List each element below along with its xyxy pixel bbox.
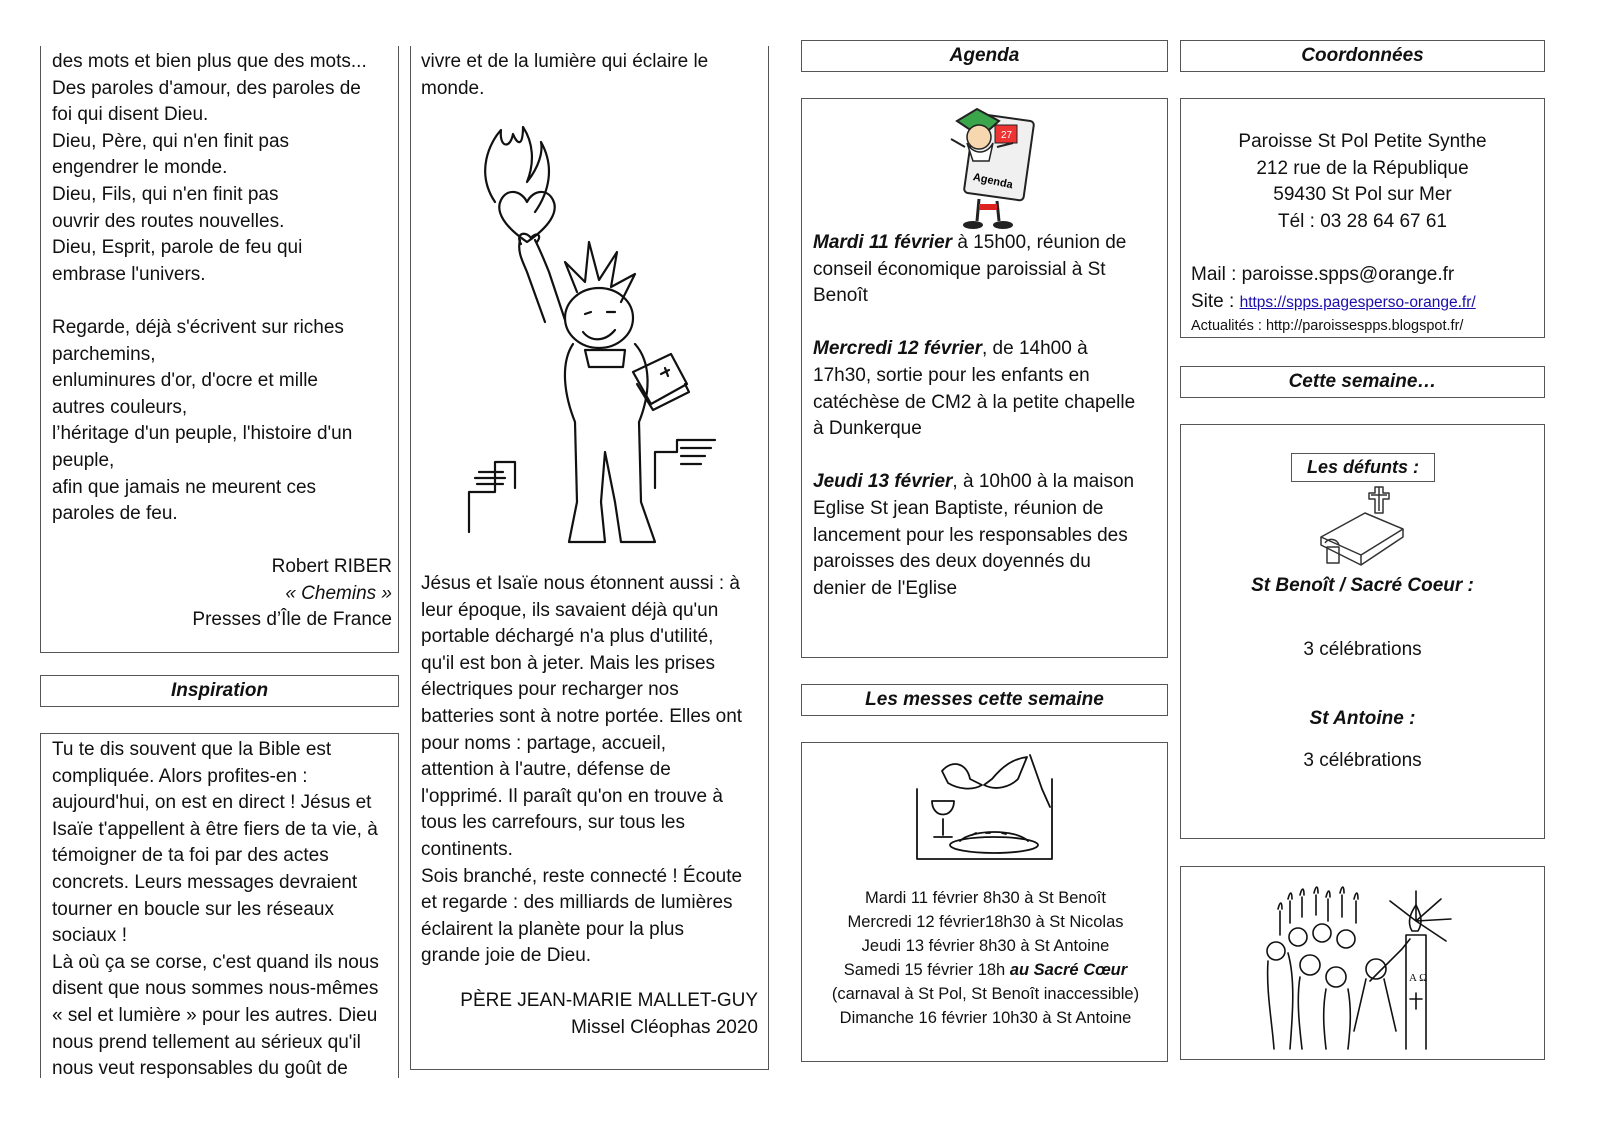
messe-line [806,886,1165,910]
inspiration-box [40,733,399,1078]
parish1-count: 3 célébrations [1303,638,1422,660]
messe-line-text: Mercredi 12 février18h30 à St Nicolas [847,913,1124,931]
messe-line-text: Dimanche 16 février 10h30 à St Antoine [839,1009,1132,1027]
meditation-line: portable déchargé n'a plus d'utilité, [421,626,714,648]
meditation-top-text [421,49,766,102]
messe-line [806,958,1165,982]
meditation-line: éclairent la planète pour la plus [421,918,685,940]
poem-publisher: Presses d’Île de France [192,609,392,631]
poem-line: l’héritage d'un peuple, l'histoire d'un [52,423,353,445]
meditation-line: attention à l'autre, défense de [421,759,671,781]
parish1-name: St Benoît / Sacré Coeur : [1251,575,1474,596]
messe-line [806,982,1165,1006]
agenda-event-line: catéchèse de CM2 à la petite chapelle [813,391,1136,413]
parish2-count: 3 célébrations [1303,749,1422,771]
candles-illustration [1266,881,1466,1051]
coord-header [1180,40,1545,72]
messe-line [806,910,1165,934]
agenda-event-line: Eglise St jean Baptiste, réunion de [813,497,1104,519]
poem-line [52,288,392,315]
inspiration-line: disent que nous sommes nous-mêmes [52,978,379,1000]
meditation-signature: PÈRE JEAN-MARIE MALLET-GUY [460,990,758,1011]
poem-line: engendrer le monde. [52,157,228,179]
meditation-line: et regarde : des milliards de lumières [421,892,733,914]
defunts-label-box [1291,453,1435,482]
agenda-box [801,98,1168,658]
agenda-header [801,40,1168,72]
inspiration-line: concrets. Leurs messages devraient [52,871,358,893]
parish2-name: St Antoine : [1309,708,1416,730]
inspiration-line: aujourd'hui, on est en direct ! Jésus et [52,792,372,814]
agenda-event-date: Mercredi 12 février [813,338,982,360]
coord-site-line [1191,289,1541,317]
coord-title: Coordonnées [1301,45,1424,66]
poem-author: Robert RIBER [271,556,392,578]
messe-line-text: Samedi 15 février 18h [843,961,1010,979]
meditation-line: pour noms : partage, accueil, [421,732,667,754]
coord-address-line: Tél : 03 28 64 67 61 [1277,210,1447,232]
eucharist-illustration [912,749,1057,864]
inspiration-header [40,675,399,707]
inspiration-line: sociaux ! [52,925,127,947]
coord-contact [1191,262,1541,336]
candles-box [1180,866,1545,1060]
poem-line: Regarde, déjà s'écrivent sur riches [52,316,344,338]
inspiration-line: Là où ça se corse, c'est quand ils nous [52,951,379,973]
messes-header [801,684,1168,716]
messe-line [806,934,1165,958]
coord-site-label: Site : [1191,290,1240,312]
semaine-header [1180,366,1545,398]
poem-text [52,49,392,634]
inspiration-line: Tu te dis souvent que la Bible est [52,739,332,760]
coord-address-line: 212 rue de la République [1256,157,1469,179]
agenda-event [813,469,1163,602]
meditation-line: batteries sont à notre portée. Elles ont [421,705,743,727]
meditation-body-text [421,571,766,970]
meditation-source: Missel Cléophas 2020 [571,1016,758,1038]
messe-line-text: (carnaval à St Pol, St Benoît inaccessible) [831,985,1140,1003]
agenda-image-label: Agenda [971,171,1014,192]
messes-lines [806,886,1165,1030]
poem-line: ouvrir des routes nouvelles. [52,210,285,232]
agenda-event-line: 17h30, sortie pour les enfants en [813,364,1090,386]
poem-line: embrase l'univers. [52,263,206,285]
poem-line: Des paroles d'amour, des paroles de [52,77,361,99]
poem-line: des mots et bien plus que des mots... [52,51,367,72]
agenda-event-line: lancement pour les responsables des [813,524,1128,546]
meditation-line: qu'il est bon à jeter. Mais les prises [421,652,716,674]
candle-alpha-omega: Α Ω [1409,972,1428,984]
messes-box [801,742,1168,1062]
agenda-events [813,230,1163,602]
semaine-box [1180,424,1545,839]
messes-title: Les messes cette semaine [865,689,1104,710]
poem-line: enluminures d'or, d'ocre et mille [52,370,318,392]
messe-bold-location: au Sacré Cœur [1009,961,1128,979]
agenda-title: Agenda [949,45,1020,66]
defunts-label: Les défunts : [1306,457,1419,477]
coord-address-line: Paroisse St Pol Petite Synthe [1238,131,1487,152]
poem-line: paroles de feu. [52,503,178,525]
grave-icon [1317,485,1407,573]
poem-line: autres couleurs, [52,396,188,418]
meditation-line: grande joie de Dieu. [421,945,592,967]
agenda-event-line: conseil économique paroissial à St [813,258,1106,280]
meditation-line: Jésus et Isaïe nous étonnent aussi : à [421,573,740,594]
inspiration-line: compliquée. Alors profites-en : [52,765,308,787]
poem-box [40,46,399,653]
agenda-event-date: Jeudi 13 février [813,471,953,493]
agenda-event [813,336,1163,442]
agenda-event-text: , de 14h00 à [982,338,1088,360]
poem-work: « Chemins » [285,582,392,604]
semaine-title: Cette semaine… [1288,371,1437,392]
inspiration-text [52,737,394,1083]
coord-mail: Mail : paroisse.spps@orange.fr [1191,264,1455,285]
coord-address-line: 59430 St Pol sur Mer [1273,184,1452,206]
inspiration-line: tourner en boucle sur les réseaux [52,898,334,920]
inspiration-line: nous veut responsables du goût de [52,1058,348,1080]
meditation-line: vivre et de la lumière qui éclaire le [421,51,709,72]
poem-line: peuple, [52,449,115,471]
poem-line: Dieu, Esprit, parole de feu qui [52,237,303,259]
agenda-event-line: Benoît [813,285,868,307]
agenda-event-line: denier de l'Eglise [813,577,958,599]
poem-line: afin que jamais ne meurent ces [52,476,317,498]
agenda-event-line: paroisses des deux doyennés du [813,551,1091,573]
messe-line-text: Mardi 11 février 8h30 à St Benoît [865,889,1106,907]
meditation-box [410,46,769,1070]
meditation-line: leur époque, ils savaient déjà qu'un [421,599,719,621]
liberty-illustration [465,122,725,557]
coord-box [1180,98,1545,338]
meditation-line: continents. [421,838,513,860]
agenda-event [813,230,1163,310]
poem-line: Dieu, Fils, qui n'en finit pas [52,183,279,205]
coord-address [1181,129,1544,235]
meditation-line: Sois branché, reste connecté ! Écoute [421,865,743,887]
meditation-line: électriques pour recharger nos [421,679,679,701]
agenda-event-date: Mardi 11 février [813,232,953,253]
poem-line: Dieu, Père, qui n'en finit pas [52,130,290,152]
agenda-event-text: , à 10h00 à la maison [952,471,1135,493]
inspiration-line: Isaïe t'appellent à être fiers de ta vie, à [52,818,378,840]
meditation-line: tous les carrefours, sur tous les [421,812,685,834]
coord-news: Actualités : http://paroissespps.blogspot.fr/ [1191,318,1464,335]
poem-line: parchemins, [52,343,156,365]
coord-site-link[interactable]: https://spps.pagesperso-orange.fr/ [1239,293,1476,311]
poem-lines [52,49,392,528]
messe-line-text: Jeudi 13 février 8h30 à St Antoine [861,937,1110,955]
inspiration-line: témoigner de ta foi par des actes [52,845,329,867]
agenda-mascot-icon [937,103,1037,233]
inspiration-line: « sel et lumière » pour les autres. Dieu [52,1004,378,1026]
agenda-calendar-day: 27 [1001,130,1013,141]
meditation-line: l'opprimé. Il paraît qu'on en trouve à [421,785,723,807]
agenda-event-line: à Dunkerque [813,418,922,440]
meditation-signature-block [421,988,758,1041]
agenda-event-text: à 15h00, réunion de [952,232,1127,253]
inspiration-title: Inspiration [170,680,269,701]
meditation-line: monde. [421,77,485,99]
inspiration-line: nous prend tellement au sérieux qu'il [52,1031,361,1053]
messe-line [806,1006,1165,1030]
poem-line: foi qui disent Dieu. [52,104,209,126]
